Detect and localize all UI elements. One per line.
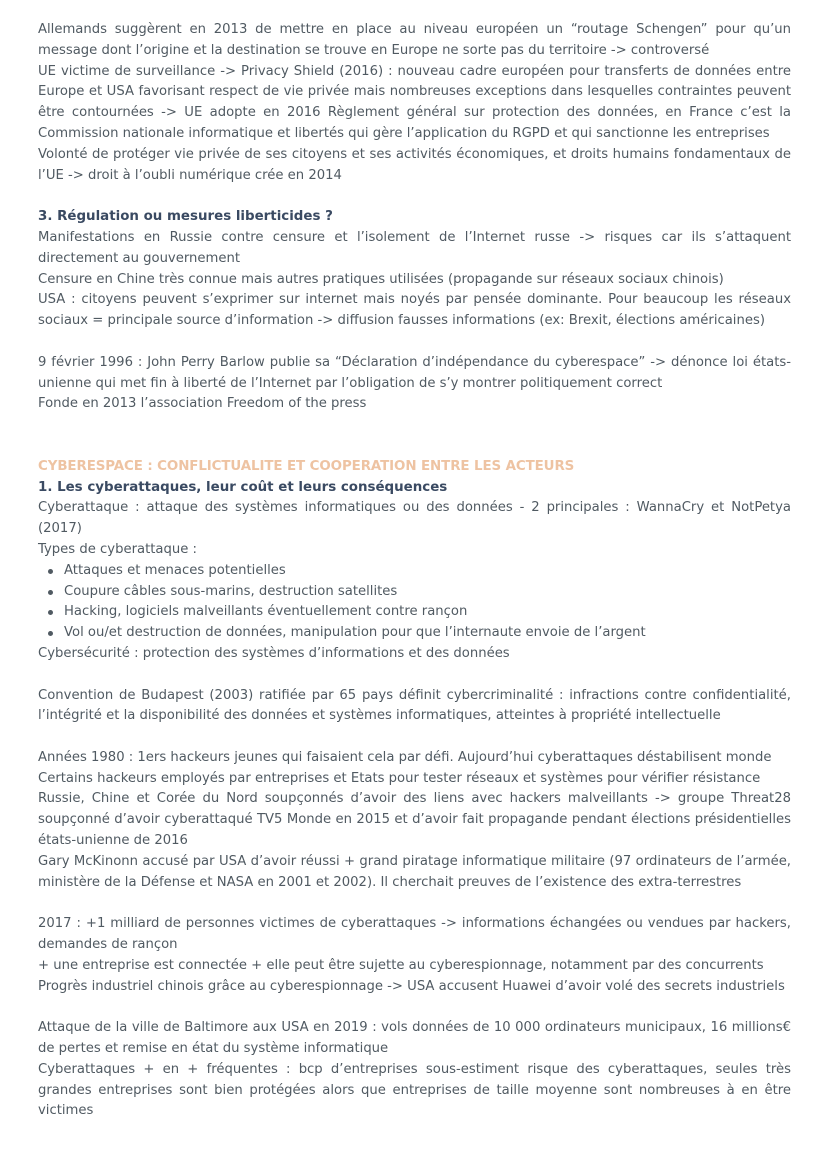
paragraph-frequence: Cyberattaques + en + fréquentes : bcp d’entreprises sous-estiment risque des cyberattaques, seules très grandes entreprises sont bien protégées alors que entreprises de taille moyenne sont nombreuses à en être victimes xyxy=(38,1061,791,1119)
list-item: Vol ou/et destruction de données, manipulation pour que l’internaute envoie de l’argent xyxy=(38,623,791,644)
paragraph-russie: Manifestations en Russie contre censure et l’isolement de l’Internet russe -> risques car ils s’attaquent directement au gouvernement xyxy=(38,229,791,266)
paragraph-baltimore: Attaque de la ville de Baltimore aux USA en 2019 : vols données de 10 000 ordinateurs municipaux, 16 millions€ de pertes et remise en état du système informatique xyxy=(38,1020,791,1057)
chapter-title-cyberespace: CYBERESPACE : CONFLICTUALITE ET COOPERATION ENTRE LES ACTEURS xyxy=(38,458,575,474)
document-page xyxy=(38,20,791,1122)
paragraph-budapest: Convention de Budapest (2003) ratifiée par 65 pays définit cybercriminalité : infractions contre confidentialité, l’intégrité et la disponibilité des données et systèmes informatiques, atteintes à propriété intellectuelle xyxy=(38,687,791,724)
spacer xyxy=(38,332,791,353)
spacer xyxy=(38,893,791,914)
paragraph-cybersecurite: Cybersécurité : protection des systèmes d’informations et des données xyxy=(38,645,510,661)
paragraph-routage-schengen: Allemands suggèrent en 2013 de mettre en place au niveau européen un “routage Schengen” pour qu’un message dont l’origine et la destination se trouve en Europe ne sorte pas du territoire -> controversé xyxy=(38,22,791,58)
spacer xyxy=(38,665,791,686)
section-heading-cyberattaques: 1. Les cyberattaques, leur coût et leurs conséquences xyxy=(38,479,448,495)
list-item: Hacking, logiciels malveillants éventuellement contre rançon xyxy=(38,602,791,623)
list-item: Coupure câbles sous-marins, destruction satellites xyxy=(38,582,791,603)
paragraph-freedom-press: Fonde en 2013 l’association Freedom of the press xyxy=(38,396,367,412)
section-heading-regulation: 3. Régulation ou mesures liberticides ? xyxy=(38,209,333,225)
spacer xyxy=(38,997,791,1018)
list-item: Attaques et menaces potentielles xyxy=(38,561,791,582)
paragraph-annees-1980: Années 1980 : 1ers hackeurs jeunes qui faisaient cela par défi. Aujourd’hui cyberattaques déstabilisent monde xyxy=(38,749,772,765)
paragraph-types-label: Types de cyberattaque : xyxy=(38,541,197,557)
paragraph-definition-cyberattaque: Cyberattaque : attaque des systèmes informatiques ou des données - 2 principales : WannaCry et NotPetya (2017) xyxy=(38,500,791,537)
paragraph-privacy-shield: UE victime de surveillance -> Privacy Shield (2016) : nouveau cadre européen pour transferts de données entre Europe et USA favorisant respect de vie privée mais nombreuses exceptions dans lesquelles contraintes peuvent être contournées -> UE adopte en 2016 Règlement général sur protection des données, en France c’est la Commission nationale informatique et libertés qui gère l’application du RGPD et qui sanctionne les entreprises xyxy=(38,63,791,141)
paragraph-huawei: Progrès industriel chinois grâce au cyberespionnage -> USA accusent Huawei d’avoir volé des secrets industriels xyxy=(38,978,785,994)
paragraph-chine: Censure en Chine très connue mais autres pratiques utilisées (propagande sur réseaux sociaux chinois) xyxy=(38,271,724,287)
spacer xyxy=(38,727,791,748)
paragraph-cyberespionnage: + une entreprise est connectée + elle peut être sujette au cyberespionnage, notamment par des concurrents xyxy=(38,957,764,973)
spacer xyxy=(38,186,791,207)
paragraph-hackeurs-employes: Certains hackeurs employés par entreprises et Etats pour tester réseaux et systèmes pour vérifier résistance xyxy=(38,770,761,786)
paragraph-droit-oubli: Volonté de protéger vie privée de ses citoyens et ses activités économiques, et droits humains fondamentaux de l’UE -> droit à l’oubli numérique crée en 2014 xyxy=(38,146,791,183)
paragraph-2017-victimes: 2017 : +1 milliard de personnes victimes de cyberattaques -> informations échangées ou vendues par hackers, demandes de rançon xyxy=(38,916,791,953)
paragraph-mckinonn: Gary McKinonn accusé par USA d’avoir réussi + grand piratage informatique militaire (97 ordinateurs de l’armée, ministère de la Défense et NASA en 2001 et 2002). Il cherchait preuves de l’existence des extra-terrestres xyxy=(38,853,791,890)
paragraph-usa: USA : citoyens peuvent s’exprimer sur internet mais noyés par pensée dominante. Pour beaucoup les réseaux sociaux = principale source d’information -> diffusion fausses informations (ex: Brexit, élections américaines) xyxy=(38,292,791,329)
paragraph-threat28: Russie, Chine et Corée du Nord soupçonnés d’avoir des liens avec hackers malveillants -> groupe Threat28 soupçonné d’avoir cyberattaqué TV5 Monde en 2015 et d’avoir fait propagande pendant élections présidentielles états-unienne de 2016 xyxy=(38,791,791,849)
types-list xyxy=(38,561,791,644)
spacer xyxy=(38,415,791,457)
paragraph-barlow: 9 février 1996 : John Perry Barlow publie sa “Déclaration d’indépendance du cyberespace” -> dénonce loi états-unienne qui met fin à liberté de l’Internet par l’obligation de s’y montrer politiquement correct xyxy=(38,354,791,391)
